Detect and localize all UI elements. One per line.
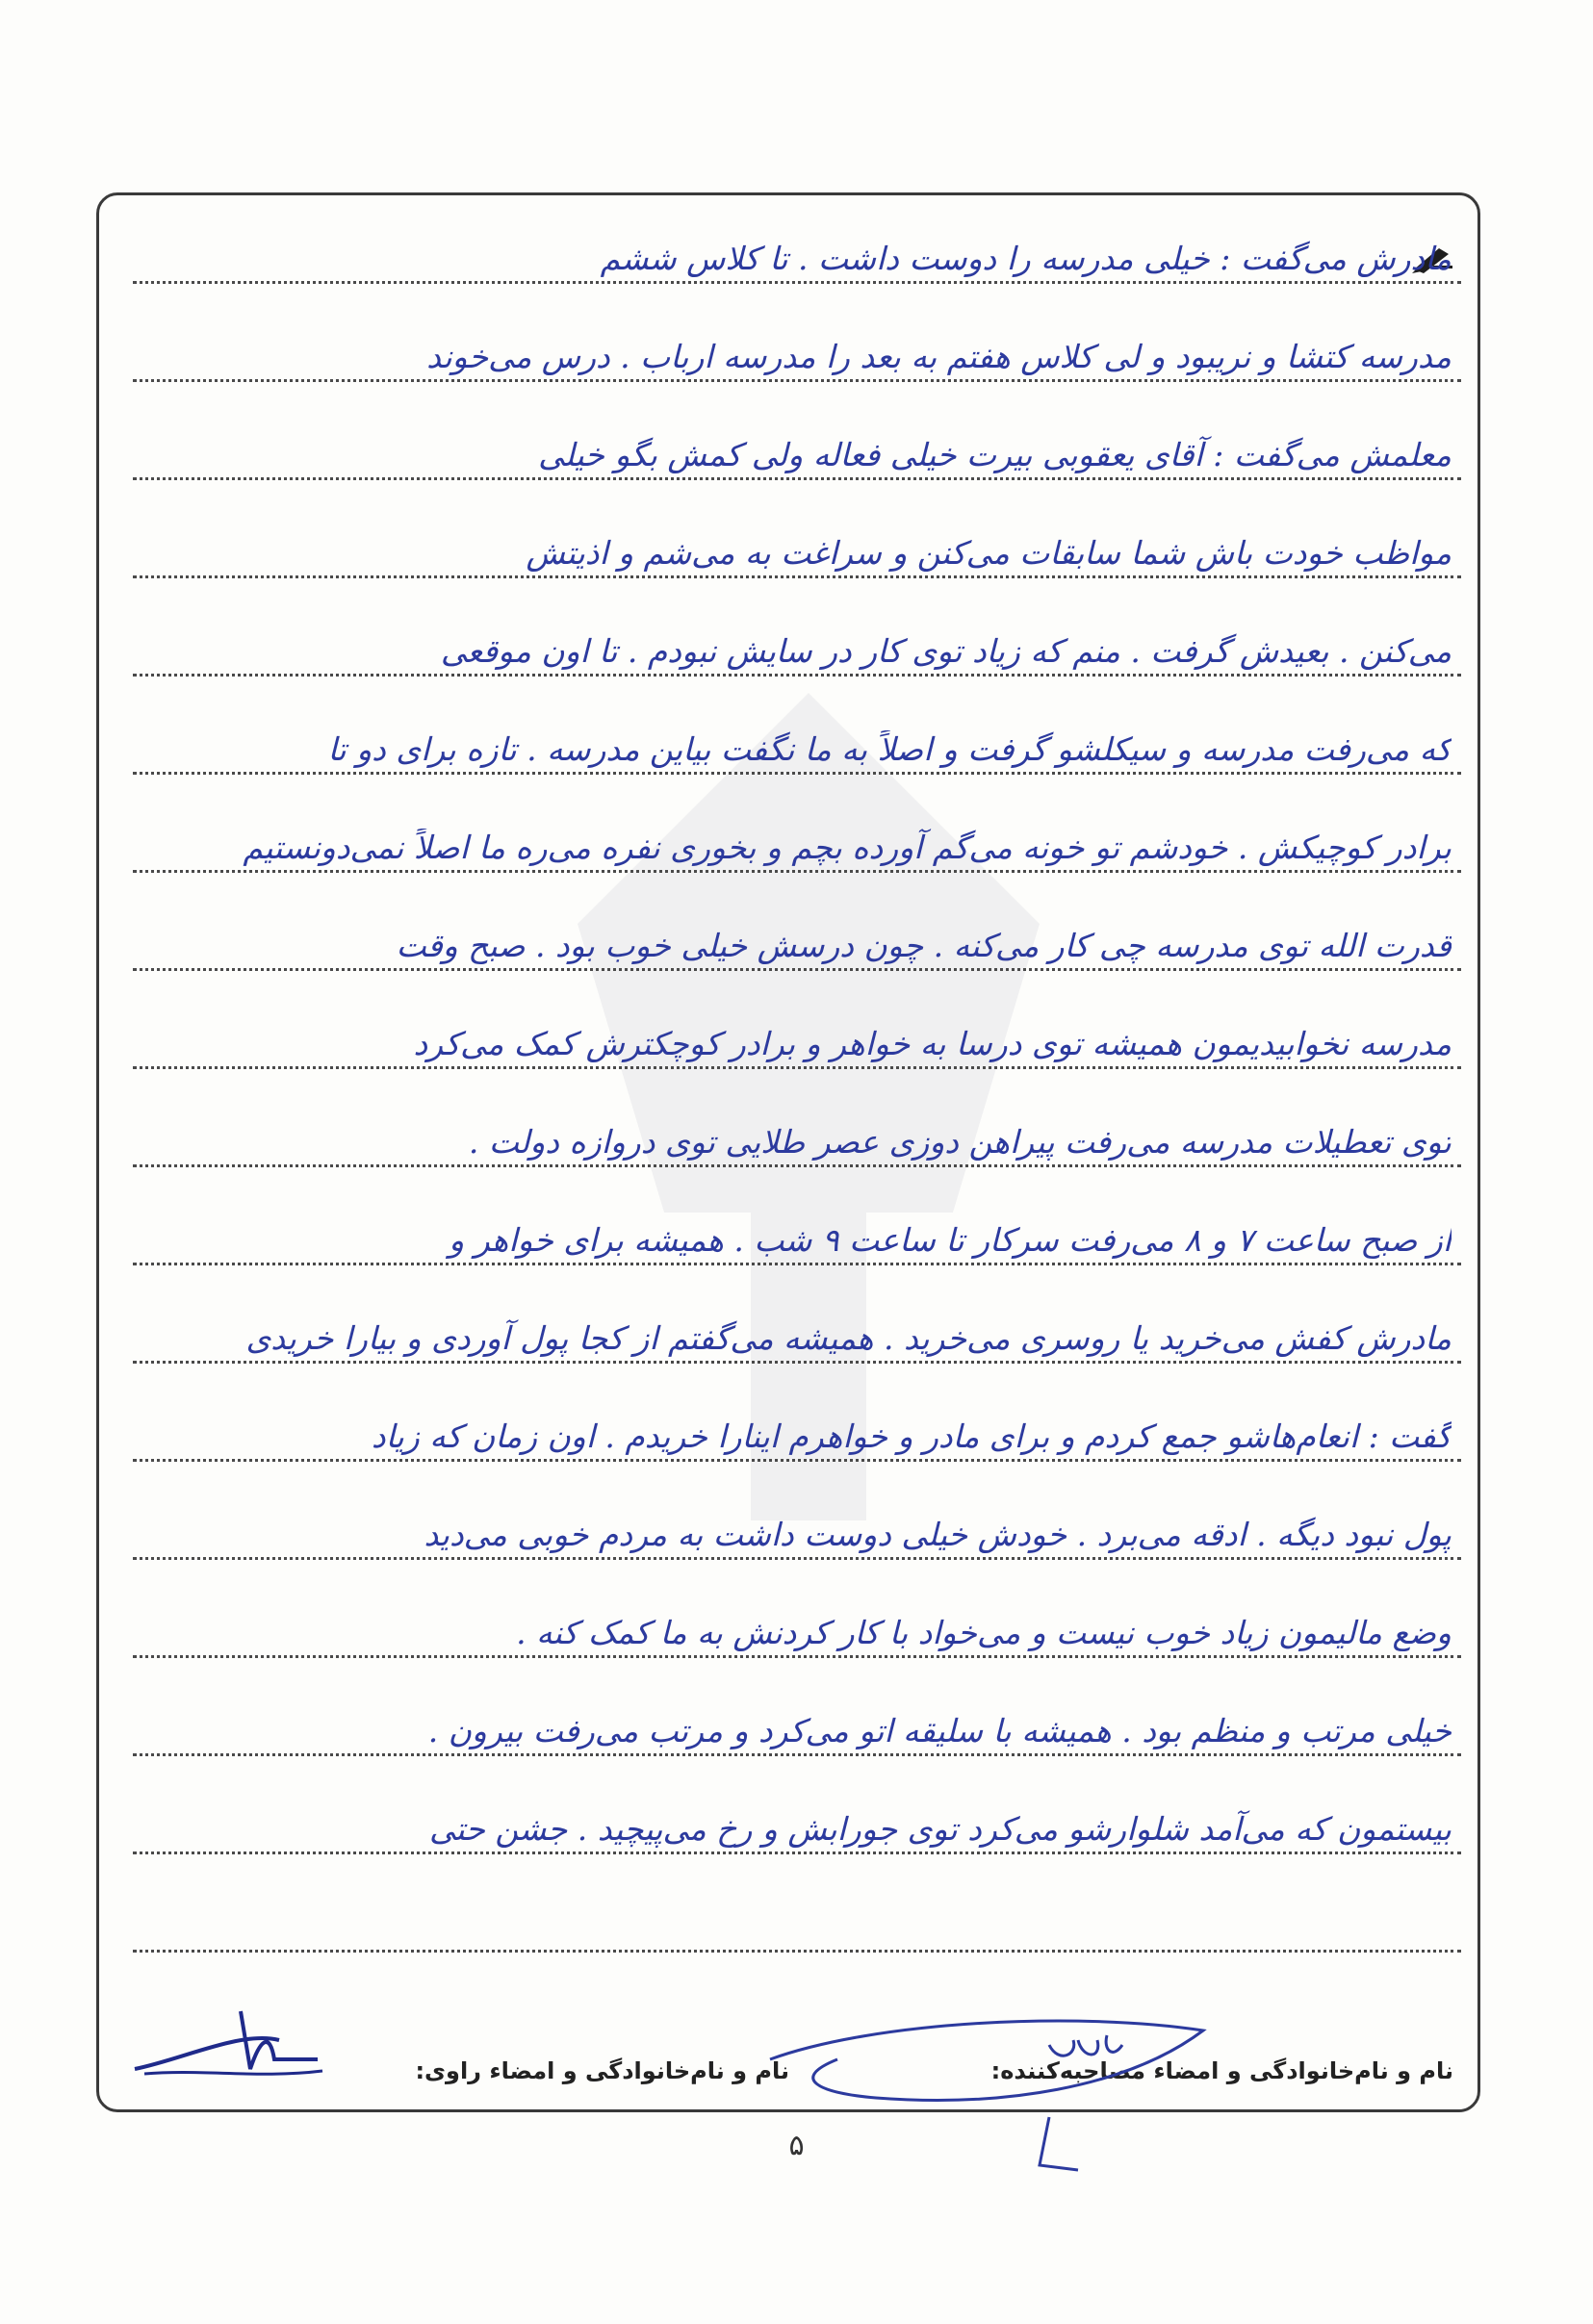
- interviewer-signature-label: نام و نام‌خانوادگی و امضاء مصاحبه‌کننده:: [990, 2057, 1453, 2084]
- handwritten-line-text: مدرسه کتشا و نریبود و لی کلاس هفتم به بعد را مدرسه ارباب . درس می‌خوند: [426, 338, 1452, 375]
- text-line: [133, 1655, 1461, 1756]
- text-line: [133, 1361, 1461, 1462]
- text-line: [133, 575, 1461, 677]
- handwritten-line-text: پول نبود دیگه . ادقه می‌برد . خودش خیلی دوست داشت به مردم خوبی می‌دید: [424, 1516, 1452, 1553]
- text-line: [133, 674, 1461, 775]
- handwritten-line-text: خیلی مرتب و منظم بود . همیشه با سلیقه اتو می‌کرد و مرتب می‌رفت بیرون .: [427, 1712, 1452, 1749]
- text-line: [133, 281, 1461, 382]
- handwritten-line-text: مادرش کفش می‌خرید یا روسری می‌خرید . همیشه می‌گفتم از کجا پول آوردی و بیارا خریدی: [245, 1319, 1452, 1357]
- page-number: ۵: [788, 2129, 805, 2162]
- text-line: [133, 1066, 1461, 1167]
- text-line: [133, 379, 1461, 480]
- handwritten-line-text: که می‌رفت مدرسه و سیکلشو گرفت و اصلاً به ما نگفت بیاین مدرسه . تازه برای دو تا: [327, 730, 1452, 768]
- handwritten-line-text: قدرت الله توی مدرسه چی کار می‌کنه . چون درسش خیلی خوب بود . صبح وقت: [396, 927, 1452, 964]
- text-line: [133, 968, 1461, 1069]
- handwritten-line-text: توی تعطیلات مدرسه می‌رفت پیراهن دوزی عصر طلایی توی دروازه دولت .: [468, 1123, 1452, 1161]
- text-line: [133, 1852, 1461, 1953]
- handwritten-line-text: می‌کنن . بعیدش گرفت . منم که زیاد توی کار در سایش نبودم . تا اون موقعی: [440, 632, 1452, 670]
- handwritten-line-text: گفت : انعام‌هاشو جمع کردم و برای مادر و خواهرم اینارا خریدم . اون زمان که زیاد: [371, 1417, 1452, 1455]
- handwritten-line-text: معلمش می‌گفت : آقای یعقوبی بیرت خیلی فعاله ولی کمش بگو خیلی: [538, 436, 1452, 473]
- narrator-signature-label: نام و نام‌خانوادگی و امضاء راوی:: [415, 2057, 789, 2084]
- handwritten-line-text: مدرسه نخوابیدیمون همیشه توی درسا به خواهر و برادر کوچکترش کمک می‌کرد: [413, 1025, 1452, 1062]
- text-line: [133, 870, 1461, 971]
- text-line: [133, 1753, 1461, 1854]
- text-line: [133, 183, 1461, 284]
- text-line: [133, 1557, 1461, 1658]
- handwritten-line-text: مواظب خودت باش شما سابقات می‌کنن و سراغت به می‌شم و اذیتش: [526, 534, 1452, 572]
- text-line: [133, 772, 1461, 873]
- narrator-signature: [125, 2002, 327, 2107]
- text-line: [133, 1459, 1461, 1560]
- handwritten-line-text: برادر کوچیکش . خودشم تو خونه می‌گم آورده بچم و بخوری نفره می‌ره ما اصلاً نمی‌دونستیم: [243, 829, 1452, 866]
- text-line: [133, 477, 1461, 578]
- text-line: [133, 1164, 1461, 1265]
- text-line: [133, 1263, 1461, 1364]
- handwritten-line-text: بیستمون که می‌آمد شلوارشو می‌کرد توی جورابش و رخ می‌پیچید . جشن حتی: [428, 1810, 1452, 1848]
- handwritten-line-text: وضع مالیمون زیاد خوب نیست و می‌خواد با کار کردنش به ما کمک کنه .: [516, 1614, 1452, 1651]
- handwritten-line-text: از صبح ساعت ۷ و ۸ می‌رفت سرکار تا ساعت ۹ شب . همیشه برای خواهر و: [449, 1221, 1452, 1259]
- handwritten-line-text: مادرش می‌گفت : خیلی مدرسه را دوست داشت . تا کلاس ششم: [600, 240, 1452, 277]
